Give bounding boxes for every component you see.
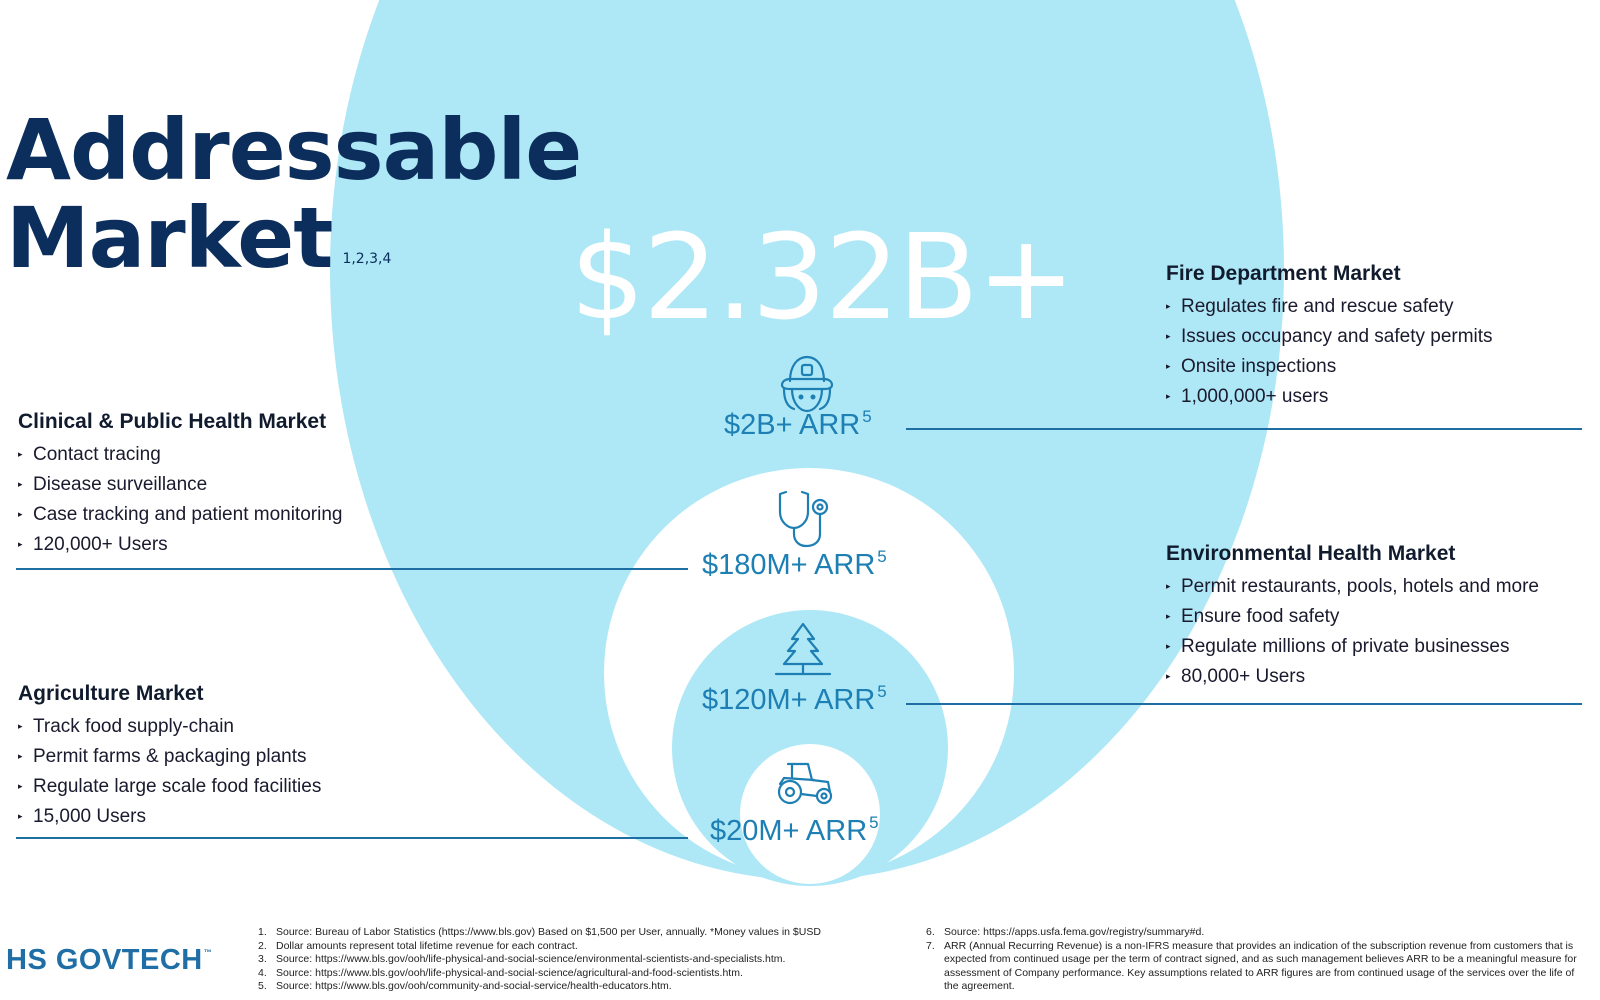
list-item: ▸ Track food supply-chain: [18, 712, 321, 742]
agriculture-arr-value: [710, 815, 879, 848]
fire-market-list: [1166, 292, 1493, 412]
title-line-2: [6, 189, 581, 307]
clinical-market-title: Clinical & Public Health Market: [18, 410, 327, 433]
list-item: ▸ Permit restaurants, pools, hotels and more: [1166, 572, 1539, 602]
fire-market-title: Fire Department Market: [1166, 262, 1401, 285]
agriculture-market-list: [18, 712, 321, 832]
logo-trademark: ™: [203, 948, 213, 957]
clinical-arr-value: [702, 549, 887, 582]
bullet-icon: ▸: [1166, 301, 1171, 311]
tree-icon: [772, 622, 834, 676]
clinical-connector-line: [16, 568, 688, 570]
list-item: ▸ 1,000,000+ users: [1166, 382, 1493, 412]
bullet-icon: ▸: [1166, 671, 1171, 682]
bullet-icon: ▸: [18, 751, 23, 762]
stethoscope-icon: [776, 490, 836, 548]
footnote: 5. Source: https://www.bls.gov/ooh/community-and-social-service/health-educators.htm.: [258, 980, 672, 992]
clinical-arr-text: $180M+ ARR: [702, 549, 876, 581]
bullet-icon: ▸: [18, 449, 23, 459]
title-line-2-text: Market: [6, 189, 333, 287]
list-item: ▸ Onsite inspections: [1166, 352, 1493, 382]
environmental-market-title: Environmental Health Market: [1166, 542, 1456, 565]
agriculture-connector-line: [16, 837, 688, 839]
environmental-arr-footnote: 5: [877, 682, 887, 701]
list-item: ▸ 15,000 Users: [18, 802, 321, 832]
list-item: ▸ 120,000+ Users: [18, 530, 342, 560]
list-item: ▸ 80,000+ Users: [1166, 662, 1539, 692]
agriculture-market-title: Agriculture Market: [18, 682, 204, 705]
title-footnote-refs: 1,2,3,4: [342, 251, 392, 267]
fire-arr-value: [724, 409, 872, 442]
list-item: ▸ Regulate large scale food facilities: [18, 772, 321, 802]
footnote: 2. Dollar amounts represent total lifetime revenue for each contract.: [258, 939, 578, 952]
total-market-value: $2.32B+: [570, 208, 1074, 346]
list-item: ▸ Issues occupancy and safety permits: [1166, 322, 1493, 352]
fire-department-market: [1166, 262, 1493, 412]
environmental-health-market: [1166, 542, 1539, 692]
list-item: ▸ Case tracking and patient monitoring: [18, 500, 342, 530]
footnote: 6. Source: https://apps.usfa.fema.gov/registry/summary#d.: [926, 926, 1205, 938]
page-title: [6, 101, 582, 307]
firefighter-icon: [774, 355, 840, 415]
hs-govtech-logo: [6, 944, 212, 977]
footnotes-left: [258, 926, 920, 994]
environmental-market-list: [1166, 572, 1539, 692]
title-line-1: Addressable: [6, 101, 582, 199]
agriculture-market: [18, 682, 321, 832]
bullet-icon: ▸: [18, 509, 23, 520]
bullet-icon: ▸: [1166, 641, 1171, 652]
footnote: 7. ARR (Annual Recurring Revenue) is a non-IFRS measure that provides an indication of the subscription revenue from customers that is expected from continued usage per the term of contract signed, and as such management believes ARR to be a meaningful measure for assessment of Company performance. Key assumptions related to ARR figures are from continued usage of the services over the life of the agreement.: [926, 939, 1577, 992]
list-item: ▸ Regulates fire and rescue safety: [1166, 292, 1493, 322]
footnote: 3. Source: https://www.bls.gov/ooh/life-physical-and-social-science/environmental-scientists-and-specialists.htm.: [258, 953, 786, 965]
bullet-icon: ▸: [1166, 331, 1171, 342]
fire-arr-text: $2B+ ARR: [724, 409, 861, 441]
clinical-public-health-market: [18, 410, 342, 560]
bullet-icon: ▸: [1166, 581, 1171, 591]
list-item: ▸ Regulate millions of private businesses: [1166, 632, 1539, 662]
agriculture-arr-text: $20M+ ARR: [710, 815, 868, 847]
list-item: ▸ Ensure food safety: [1166, 602, 1539, 632]
list-item: ▸ Disease surveillance: [18, 470, 342, 500]
clinical-arr-footnote: 5: [877, 547, 887, 566]
bullet-icon: ▸: [18, 781, 23, 792]
bullet-icon: ▸: [18, 539, 23, 550]
tractor-icon: [774, 760, 836, 806]
footnote: 1. Source: Bureau of Labor Statistics (https://www.bls.gov) Based on $1,500 per User, annually. *Money values in $USD: [258, 926, 821, 938]
clinical-market-list: [18, 440, 342, 560]
bullet-icon: ▸: [18, 479, 23, 490]
logo-text: HS GOVTECH: [6, 944, 203, 976]
environmental-arr-text: $120M+ ARR: [702, 684, 876, 716]
footnote: 4. Source: https://www.bls.gov/ooh/life-physical-and-social-science/agricultural-and-food-scientists.htm.: [258, 966, 743, 979]
list-item: ▸ Permit farms & packaging plants: [18, 742, 321, 772]
bullet-icon: ▸: [1166, 611, 1171, 622]
bullet-icon: ▸: [18, 721, 23, 731]
bullet-icon: ▸: [1166, 391, 1171, 402]
list-item: ▸ Contact tracing: [18, 440, 342, 470]
footnotes-right: [926, 926, 1584, 994]
bullet-icon: ▸: [1166, 361, 1171, 372]
fire-connector-line: [906, 428, 1582, 430]
environmental-arr-value: [702, 684, 887, 717]
bullet-icon: ▸: [18, 811, 23, 822]
environmental-connector-line: [906, 703, 1582, 705]
fire-arr-footnote: 5: [862, 407, 872, 426]
agriculture-arr-footnote: 5: [869, 813, 879, 832]
